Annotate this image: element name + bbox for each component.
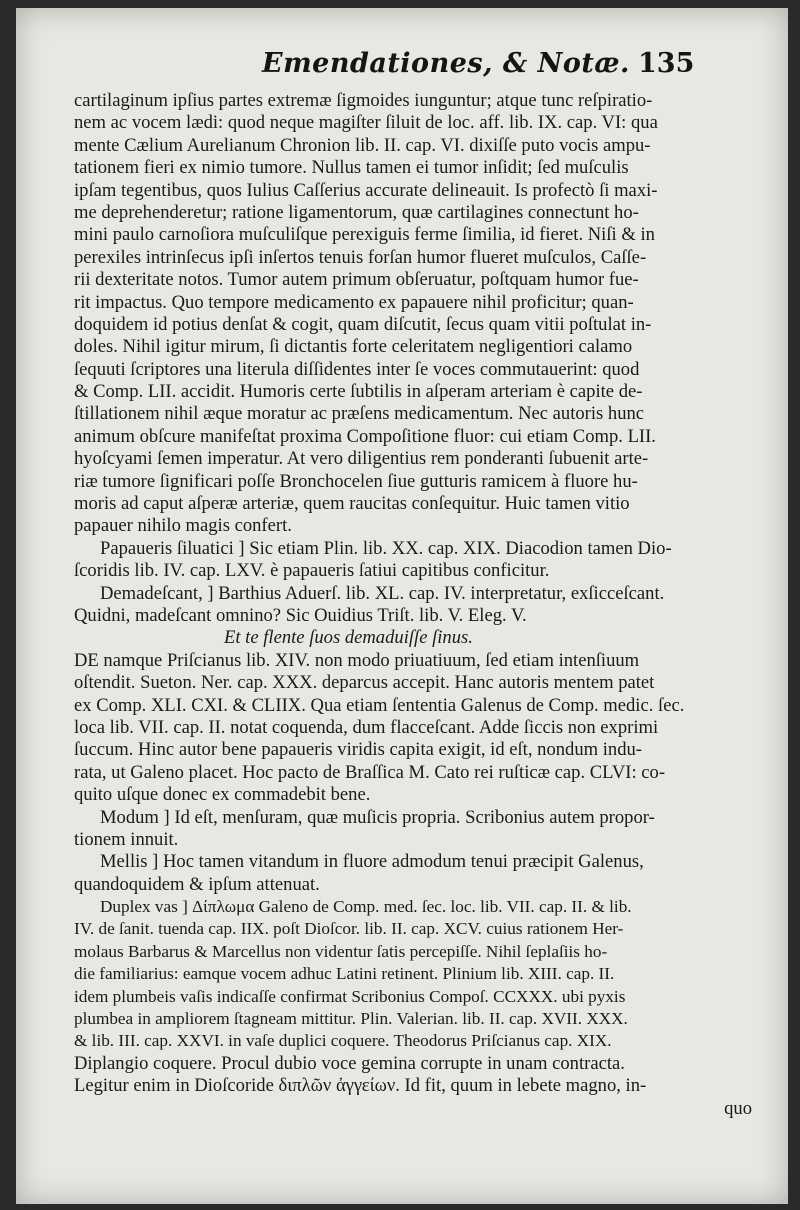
text-line: oſtendit. Sueton. Ner. cap. XXX. deparcus accepit. Hanc autoris mentem patet — [74, 672, 655, 694]
note-lemma-line: Modum ] Id eſt, menſuram, quæ muſicis propria. Scribonius autem propor- — [100, 806, 655, 828]
text-line: hyoſcyami ſemen imperatur. At vero diligentius rem ponderanti ſubuenit arte- — [74, 448, 649, 470]
text-line: me deprehenderetur; ratione ligamentorum, quæ cartilagines connectunt ho- — [74, 201, 639, 223]
text-line: nem ac vocem lædi: quod neque magiſter ſiluit de loc. aff. lib. IX. cap. VI: qua — [74, 112, 658, 134]
text-line: molaus Barbarus & Marcellus non videntur ſatis percepiſſe. Nihil ſeplaſiis ho- — [74, 941, 608, 961]
page-number: 135 — [638, 48, 695, 79]
text-line: die familiarius: eamque vocem adhuc Latini retinent. Plinium lib. XIII. cap. II. — [74, 964, 615, 984]
text-line: ipſam tegentibus, quos Iulius Caſſerius accurate delineauit. Is profectò ſi maxi- — [74, 179, 658, 201]
running-header — [16, 48, 788, 88]
text-line: plumbea in ampliorem ſtagneam mittitur. Plin. Valerian. lib. II. cap. XVII. XXX. — [74, 1009, 628, 1029]
catchword: quo — [724, 1097, 752, 1119]
text-line: loca lib. VII. cap. II. notat coquenda, dum flacceſcant. Adde ſiccis non exprimi — [74, 716, 659, 738]
text-line: perexiles intrinſecus ipſi inſertos tenuis forſan humor flueret muſculos, Caſſe- — [74, 246, 647, 268]
note-lemma-line: Papaueris ſiluatici ] Sic etiam Plin. lib. XX. cap. XIX. Diacodion tamen Dio- — [100, 537, 672, 559]
text-line: animum obſcure manifeſtat proxima Compoſitione fluor: cui etiam Comp. LII. — [74, 425, 656, 447]
verse-quotation: Et te flente ſuos demaduiſſe ſinus. — [224, 627, 473, 649]
text-line: tationem fieri ex nimio tumore. Nullus tamen ei tumor inſidit; ſed muſculis — [74, 157, 629, 179]
text-line: cartilaginum ipſius partes extremæ ſigmoides iunguntur; atque tunc reſpiratio- — [74, 90, 653, 111]
text-line: idem plumbeis vaſis indicaſſe confirmat Scribonius Compoſ. CCXXX. ubi pyxis — [74, 986, 626, 1006]
text-line: mini paulo carnoſiora muſculiſque perexiguis ferme ſimilia, id fieret. Niſi & in — [74, 224, 655, 246]
note-lemma-line: Demadeſcant, ] Barthius Aduerſ. lib. XL. cap. IV. interpretatur, exſicceſcant. — [100, 582, 665, 604]
text-line: ex Comp. XLI. CXI. & CLIIX. Qua etiam ſententia Galenus de Comp. medic. ſec. — [74, 694, 685, 716]
text-line: rata, ut Galeno placet. Hoc pacto de Braſſica M. Cato rei ruſticæ cap. CLVI: co- — [74, 761, 666, 783]
text-line: riæ tumore ſignificari poſſe Bronchocelen ſiue gutturis ramicem à fluore hu- — [74, 470, 638, 492]
text-line: moris ad caput aſperæ arteriæ, quem raucitas conſequitur. Huic tamen vitio — [74, 493, 630, 515]
text-line: quandoquidem & ipſum attenuat. — [74, 873, 320, 895]
text-line: rit impactus. Quo tempore medicamento ex papauere nihil proficitur; quan- — [74, 291, 634, 313]
text-line: & Comp. LII. accidit. Humoris certe ſubtilis in aſperam arteriam è capite de- — [74, 381, 643, 403]
text-line: mente Cælium Aurelianum Chronion lib. II. cap. VI. dixiſſe puto vocis ampu- — [74, 134, 651, 156]
note-lemma-line: Mellis ] Hoc tamen vitandum in fluore admodum tenui præcipit Galenus, — [100, 851, 644, 873]
text-line: ſuccum. Hinc autor bene papaueris viridis capita exigit, id eſt, nondum indu- — [74, 739, 642, 761]
text-line: quito uſque donec ex commadebit bene. — [74, 784, 371, 806]
text-line: Diplangio coquere. Procul dubio voce gemina corrupte in unam contracta. — [74, 1052, 625, 1074]
text-line: ſequuti ſcriptores una literula diſſidentes inter ſe voces commutauerint: quod — [74, 358, 640, 380]
text-line: doquidem id potius denſat & cogit, quam diſcutit, ſecus quam vitii poſtulat in- — [74, 313, 652, 335]
text-line: & lib. III. cap. XXVI. in vaſe duplici coquere. Theodorus Priſcianus cap. XIX. — [74, 1031, 612, 1051]
book-page — [16, 8, 788, 1204]
body-text — [74, 90, 754, 1120]
running-title: Emendationes, & Notæ. — [262, 48, 630, 79]
note-lemma-line: Duplex vas ] Δίπλωμα Galeno de Comp. med. ſec. loc. lib. VII. cap. II. & lib. — [100, 897, 632, 917]
text-line: ſcoridis lib. IV. cap. LXV. è papaueris ſatiui capitibus conficitur. — [74, 560, 550, 582]
text-line: DE namque Priſcianus lib. XIV. non modo priuatiuum, ſed etiam intenſiuum — [74, 649, 640, 671]
text-line: Quidni, madeſcant omnino? Sic Ouidius Triſt. lib. V. Eleg. V. — [74, 604, 527, 626]
text-line: tionem innuit. — [74, 828, 179, 850]
text-line: IV. de ſanit. tuenda cap. IIX. poſt Dioſcor. lib. II. cap. XCV. cuius rationem Her- — [74, 919, 624, 939]
text-line: papauer nihilo magis confert. — [74, 515, 292, 537]
text-line: ſtillationem nihil æque moratur ac præſens medicamentum. Nec autoris hunc — [74, 403, 645, 425]
text-line: Legitur enim in Dioſcoride διπλῶν ἀγγείων. Id fit, quum in lebete magno, in- — [74, 1075, 647, 1097]
text-line: doles. Nihil igitur mirum, ſi dictantis forte celeritatem negligentiori calamo — [74, 336, 633, 358]
text-line: rii dexteritate notos. Tumor autem primum obſeruatur, poſtquam humor fue- — [74, 269, 639, 291]
